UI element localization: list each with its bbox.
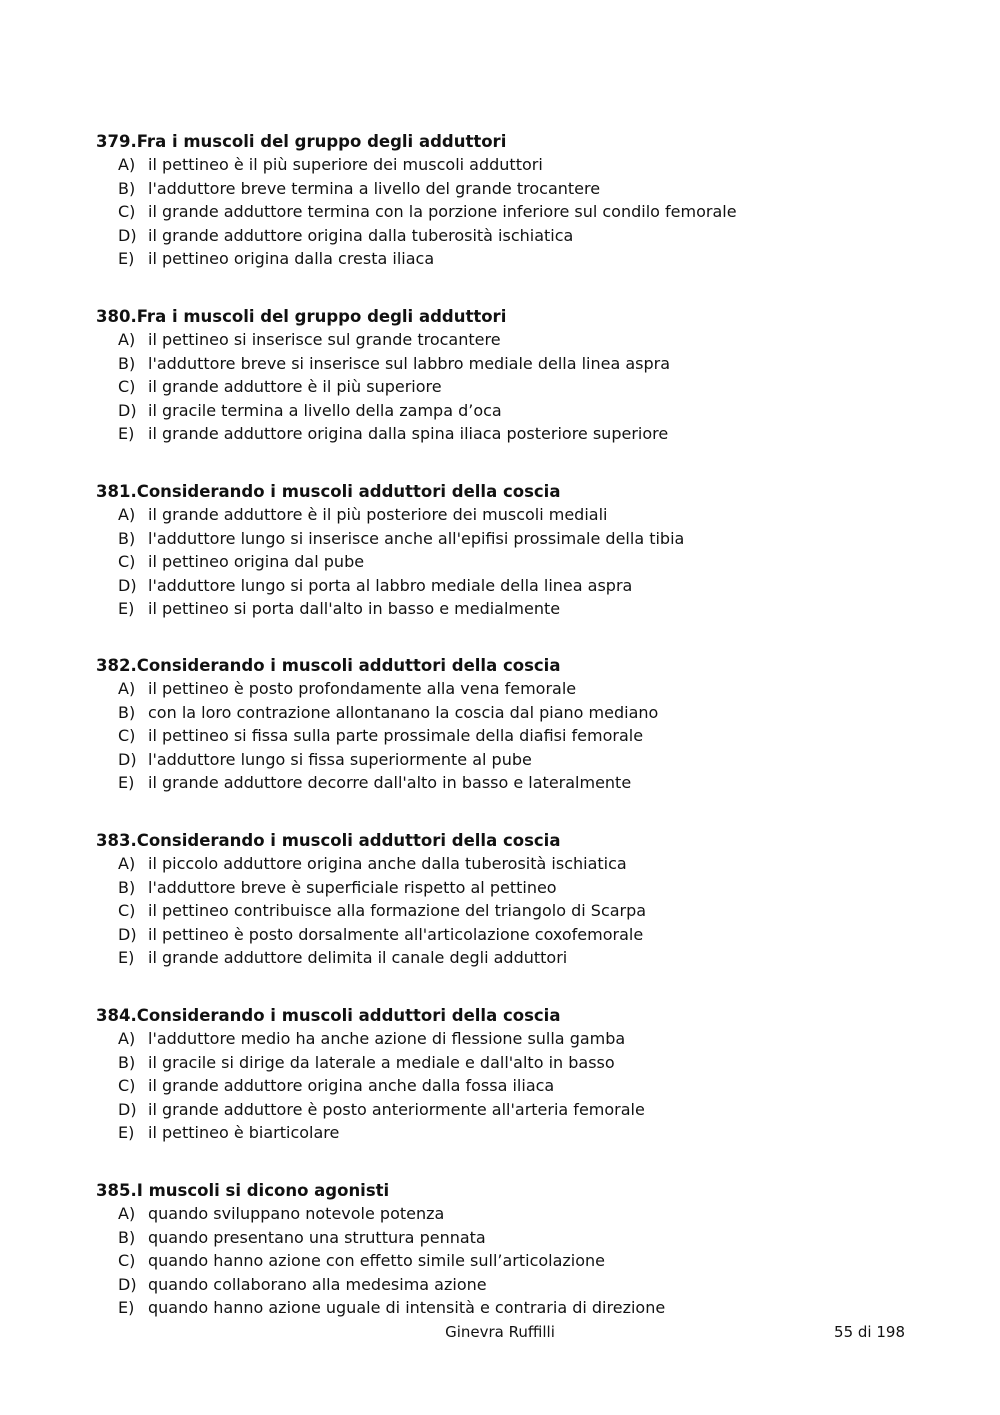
option-letter: E)	[118, 599, 135, 619]
question-380	[96, 305, 956, 446]
option-a	[96, 328, 956, 352]
option-letter: B)	[118, 877, 136, 897]
option-text: il pettineo si fissa sulla parte prossimale della diafisi femorale	[148, 726, 644, 746]
option-c	[96, 724, 956, 748]
option-text: il pettineo è il più superiore dei muscoli adduttori	[148, 155, 543, 174]
option-b	[96, 701, 956, 725]
question-385	[96, 1179, 956, 1320]
option-a	[96, 1202, 956, 1226]
option-letter: D)	[118, 1099, 137, 1119]
option-letter: B)	[118, 1227, 136, 1247]
option-text: il pettineo origina dal pube	[148, 552, 365, 572]
option-text: il pettineo è posto profondamente alla vena femorale	[148, 679, 577, 698]
option-letter: A)	[118, 1029, 136, 1048]
option-letter: C)	[118, 202, 136, 222]
option-letter: D)	[118, 749, 137, 769]
option-text: il pettineo origina dalla cresta iliaca	[148, 249, 435, 269]
option-text: il gracile si dirige da laterale a mediale e dall'alto in basso	[148, 1052, 615, 1072]
option-text: l'adduttore medio ha anche azione di flessione sulla gamba	[148, 1029, 626, 1048]
option-letter: D)	[118, 575, 137, 595]
option-letter: E)	[118, 1298, 135, 1318]
option-b	[96, 527, 956, 551]
option-text: l'adduttore lungo si inserisce anche all'epifisi prossimale della tibia	[148, 528, 685, 548]
question-382	[96, 654, 956, 795]
option-letter: A)	[118, 679, 136, 698]
option-a	[96, 1027, 956, 1051]
question-title: 385.I muscoli si dicono agonisti	[96, 1181, 390, 1200]
option-e	[96, 247, 956, 271]
question-384	[96, 1004, 956, 1145]
option-d	[96, 1098, 956, 1122]
option-b	[96, 1051, 956, 1075]
option-d	[96, 1273, 956, 1297]
option-e	[96, 1296, 956, 1320]
option-text: quando collaborano alla medesima azione	[148, 1274, 487, 1294]
option-text: il grande adduttore origina dalla tuberosità ischiatica	[148, 225, 574, 245]
option-e	[96, 771, 956, 795]
question-title: 380.Fra i muscoli del gruppo degli adduttori	[96, 307, 507, 326]
option-letter: A)	[118, 1204, 136, 1223]
option-letter: A)	[118, 505, 136, 524]
option-c	[96, 1249, 956, 1273]
option-text: il grande adduttore decorre dall'alto in basso e lateralmente	[148, 773, 632, 793]
option-letter: D)	[118, 400, 137, 420]
option-e	[96, 1121, 956, 1145]
option-e	[96, 946, 956, 970]
option-letter: A)	[118, 854, 136, 873]
option-e	[96, 597, 956, 621]
option-text: l'adduttore breve termina a livello del grande trocantere	[148, 178, 601, 198]
question-title: 379.Fra i muscoli del gruppo degli adduttori	[96, 132, 507, 151]
option-text: l'adduttore breve si inserisce sul labbro mediale della linea aspra	[148, 353, 671, 373]
option-text: il pettineo si porta dall'alto in basso e medialmente	[148, 599, 561, 619]
option-text: quando hanno azione uguale di intensità e contraria di direzione	[148, 1298, 666, 1318]
option-d	[96, 748, 956, 772]
option-text: il pettineo è posto dorsalmente all'articolazione coxofemorale	[148, 924, 644, 944]
question-title: 384.Considerando i muscoli adduttori della coscia	[96, 1006, 561, 1025]
option-d	[96, 224, 956, 248]
question-381	[96, 480, 956, 621]
option-letter: D)	[118, 924, 137, 944]
option-text: il grande adduttore è posto anteriormente all'arteria femorale	[148, 1099, 645, 1119]
option-text: il grande adduttore origina dalla spina iliaca posteriore superiore	[148, 424, 669, 444]
option-e	[96, 422, 956, 446]
option-a	[96, 503, 956, 527]
option-text: il pettineo si inserisce sul grande trocantere	[148, 330, 501, 349]
option-letter: D)	[118, 225, 137, 245]
option-text: con la loro contrazione allontanano la coscia dal piano mediano	[148, 702, 659, 722]
option-text: il pettineo è biarticolare	[148, 1123, 340, 1143]
option-a	[96, 153, 956, 177]
option-c	[96, 1074, 956, 1098]
option-letter: B)	[118, 1052, 136, 1072]
question-title: 381.Considerando i muscoli adduttori della coscia	[96, 482, 561, 501]
option-text: il grande adduttore delimita il canale degli adduttori	[148, 948, 568, 968]
page-number: 55 di 198	[834, 1323, 905, 1341]
option-text: quando sviluppano notevole potenza	[148, 1204, 445, 1223]
option-letter: C)	[118, 1076, 136, 1096]
option-letter: C)	[118, 1251, 136, 1271]
question-379	[96, 130, 956, 271]
option-text: il piccolo adduttore origina anche dalla tuberosità ischiatica	[148, 854, 627, 873]
option-letter: B)	[118, 178, 136, 198]
option-d	[96, 399, 956, 423]
option-c	[96, 899, 956, 923]
option-a	[96, 677, 956, 701]
option-letter: A)	[118, 155, 136, 174]
option-c	[96, 200, 956, 224]
option-letter: D)	[118, 1274, 137, 1294]
option-d	[96, 923, 956, 947]
option-text: il pettineo contribuisce alla formazione del triangolo di Scarpa	[148, 901, 647, 921]
option-text: l'adduttore lungo si porta al labbro mediale della linea aspra	[148, 575, 633, 595]
option-text: il grande adduttore termina con la porzione inferiore sul condilo femorale	[148, 202, 737, 222]
option-c	[96, 550, 956, 574]
question-383	[96, 829, 956, 970]
option-text: il grande adduttore è il più posteriore dei muscoli mediali	[148, 505, 608, 524]
option-a	[96, 852, 956, 876]
option-letter: E)	[118, 948, 135, 968]
option-d	[96, 574, 956, 598]
footer-author: Ginevra Ruffilli	[445, 1323, 555, 1341]
option-text: quando presentano una struttura pennata	[148, 1227, 486, 1247]
option-text: il grande adduttore è il più superiore	[148, 377, 442, 397]
option-letter: C)	[118, 552, 136, 572]
option-letter: E)	[118, 249, 135, 269]
option-text: l'adduttore breve è superficiale rispetto al pettineo	[148, 877, 557, 897]
option-letter: B)	[118, 528, 136, 548]
option-text: quando hanno azione con effetto simile sull’articolazione	[148, 1251, 606, 1271]
option-letter: B)	[118, 702, 136, 722]
question-title: 382.Considerando i muscoli adduttori della coscia	[96, 656, 561, 675]
option-text: il grande adduttore origina anche dalla fossa iliaca	[148, 1076, 555, 1096]
option-text: l'adduttore lungo si fissa superiormente al pube	[148, 749, 532, 769]
option-letter: A)	[118, 330, 136, 349]
option-letter: C)	[118, 901, 136, 921]
option-b	[96, 1226, 956, 1250]
option-b	[96, 177, 956, 201]
option-text: il gracile termina a livello della zampa d’oca	[148, 400, 502, 420]
option-letter: E)	[118, 1123, 135, 1143]
option-letter: E)	[118, 424, 135, 444]
option-b	[96, 352, 956, 376]
option-letter: B)	[118, 353, 136, 373]
option-c	[96, 375, 956, 399]
option-letter: C)	[118, 726, 136, 746]
option-b	[96, 876, 956, 900]
option-letter: E)	[118, 773, 135, 793]
question-title: 383.Considerando i muscoli adduttori della coscia	[96, 831, 561, 850]
option-letter: C)	[118, 377, 136, 397]
